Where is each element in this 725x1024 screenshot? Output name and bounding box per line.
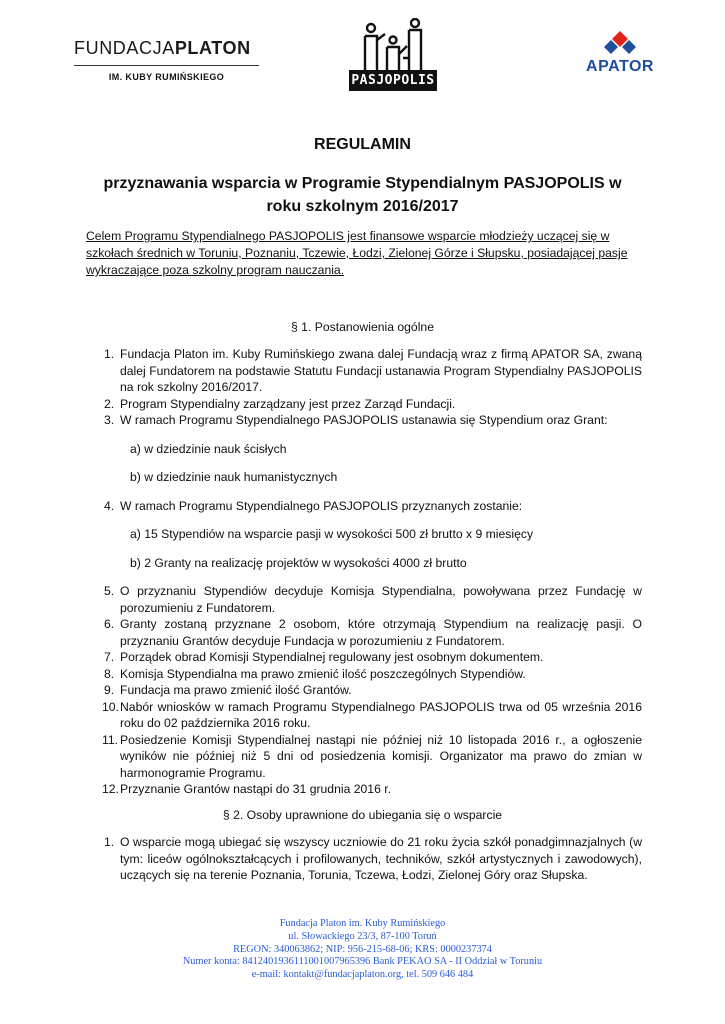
document-subtitle <box>60 172 665 218</box>
list-item <box>86 583 642 616</box>
sub-item: b) 2 Granty na realizację projektów w wysokości 4000 zł brutto <box>130 555 467 570</box>
pasjopolis-logo <box>349 18 437 91</box>
item-number: 1. <box>104 835 115 849</box>
apator-diamond-icon <box>601 30 639 56</box>
item-number: 8. <box>104 666 115 681</box>
footer-org-name: Fundacja Platon im. Kuby Rumińskiego <box>279 918 446 929</box>
item-text: Fundacja ma prawo zmienić ilość Grantów. <box>120 683 352 697</box>
item-text: O wsparcie mogą ubiegać się wszyscy uczniowie do 21 roku życia szkół ponadgimnazjalnych (w tym: liceów ogólnokształcących i profilowanych, techników, szkół artystycznych i zawodowych), uczących się na terenie Poznania, Torunia, Tczewa, Łodzi, Zielonej Góry oraz Słupska. <box>120 835 642 882</box>
list-item <box>86 412 642 486</box>
list-item <box>86 396 642 413</box>
list-item <box>86 699 642 732</box>
subtitle-line-2: roku szkolnym 2016/2017 <box>266 198 459 215</box>
item-number: 1. <box>104 347 115 361</box>
fundacja-subtitle: IM. KUBY RUMIŃSKIEGO <box>108 72 225 82</box>
item-text: O przyznaniu Stypendiów decyduje Komisja Stypendialna, powoływana przez Fundację w porozumieniu z Fundatorem. <box>120 584 642 615</box>
item-text: Fundacja Platon im. Kuby Rumińskiego zwana dalej Fundacją wraz z firmą APATOR SA, zwaną dalej Fundatorem na podstawie Statutu Fundacji ustanawia Program Stypendialny PASJOPOLIS na rok szkolny 2016/2017. <box>120 347 642 394</box>
logo-divider <box>74 65 259 66</box>
sub-item: a) 15 Stypendiów na wsparcie pasji w wysokości 500 zł brutto x 9 miesięcy <box>130 527 534 541</box>
footer-contact: e-mail: kontakt@fundacjaplaton.org, tel. 509 646 484 <box>251 969 474 981</box>
section-1-list <box>86 346 642 798</box>
intro-paragraph: Celem Programu Stypendialnego PASJOPOLIS jest finansowe wsparcie młodzieży uczącej się w szkołach średnich w Toruniu, Poznaniu, Tczewie, Łodzi, Zielonej Górze i Słupsku, posiadającej pasje wykraczające poza szkolny program nauczania. <box>86 229 628 277</box>
list-item <box>86 346 642 396</box>
document-title: REGULAMIN <box>314 136 411 153</box>
item-text: W ramach Programu Stypendialnego PASJOPOLIS ustanawia się Stypendium oraz Grant: <box>120 413 608 427</box>
list-item <box>86 649 642 666</box>
footer <box>60 918 665 982</box>
item-text: Przyznanie Grantów nastąpi do 31 grudnia 2016 r. <box>120 782 392 796</box>
item-text: Program Stypendialny zarządzany jest przez Zarząd Fundacji. <box>120 396 456 411</box>
item-text: Posiedzenie Komisji Stypendialnej nastąpi nie później niż 10 listopada 2016 r., a ogłoszenie wyników nie później niż 5 dni od posiedzenia komisji. Organizator ma prawo do zmian w harmonogramie Programu. <box>120 732 642 780</box>
list-item <box>86 616 642 649</box>
fundacja-word: FUNDACJA <box>74 38 175 58</box>
footer-address: ul. Słowackiego 23/3, 87-100 Toruń <box>288 930 437 942</box>
item-text: W ramach Programu Stypendialnego PASJOPOLIS przyznanych zostanie: <box>120 498 523 513</box>
item-number: 4. <box>104 498 115 513</box>
list-item <box>86 781 642 798</box>
item-text: Nabór wniosków w ramach Programu Stypendialnego PASJOPOLIS trwa od 05 września 2016 roku do 02 października 2016 roku. <box>120 699 642 730</box>
section-2-heading: § 2. Osoby uprawnione do ubiegania się o wsparcie <box>222 808 503 822</box>
item-number: 6. <box>104 617 115 631</box>
footer-registry: REGON: 340063862; NIP: 956-215-68-06; KRS: 0000237374 <box>233 943 492 955</box>
pasjopolis-wordmark: PASJOPOLIS <box>349 70 437 91</box>
item-number: 9. <box>104 683 115 697</box>
list-item <box>86 498 642 572</box>
sub-item: b) w dziedzinie nauk humanistycznych <box>130 470 338 484</box>
item-number: 5. <box>104 584 115 598</box>
item-number: 2. <box>104 396 115 411</box>
item-text: Granty zostaną przyznane 2 osobom, które otrzymają Stypendium na realizację pasji. O przyznaniu Grantów decyduje Fundacja w porozumieniu z Fundatorem. <box>120 617 642 648</box>
subtitle-line-1: przyznawania wsparcia w Programie Stypendialnym PASJOPOLIS w <box>103 175 622 192</box>
item-number: 12. <box>102 782 119 796</box>
section-2-list <box>86 834 642 884</box>
apator-logo <box>570 30 670 76</box>
sub-item: a) w dziedzinie nauk ścisłych <box>130 441 287 456</box>
section-1-heading: § 1. Postanowienia ogólne <box>291 320 434 334</box>
apator-wordmark: APATOR <box>586 58 654 75</box>
list-item <box>86 834 642 884</box>
fundacja-platon-wordmark <box>74 38 259 59</box>
fundacja-platon-logo <box>74 38 259 82</box>
list-item <box>86 732 642 782</box>
item-number: 7. <box>104 650 115 664</box>
list-item <box>86 682 642 699</box>
item-number: 3. <box>104 413 115 427</box>
pasjopolis-figures-icon <box>355 18 431 70</box>
item-text: Komisja Stypendialna ma prawo zmienić ilość poszczególnych Stypendiów. <box>120 666 526 681</box>
footer-bank-account: Numer konta: 84124019361110010079653​96 Bank PEKAO SA - II Oddział w Toruniu <box>182 956 543 968</box>
platon-word: PLATON <box>174 38 251 58</box>
item-text: Porządek obrad Komisji Stypendialnej regulowany jest osobnym dokumentem. <box>120 650 544 664</box>
item-number: 10. <box>102 699 119 714</box>
list-item <box>86 666 642 683</box>
item-number: 11. <box>102 732 119 747</box>
